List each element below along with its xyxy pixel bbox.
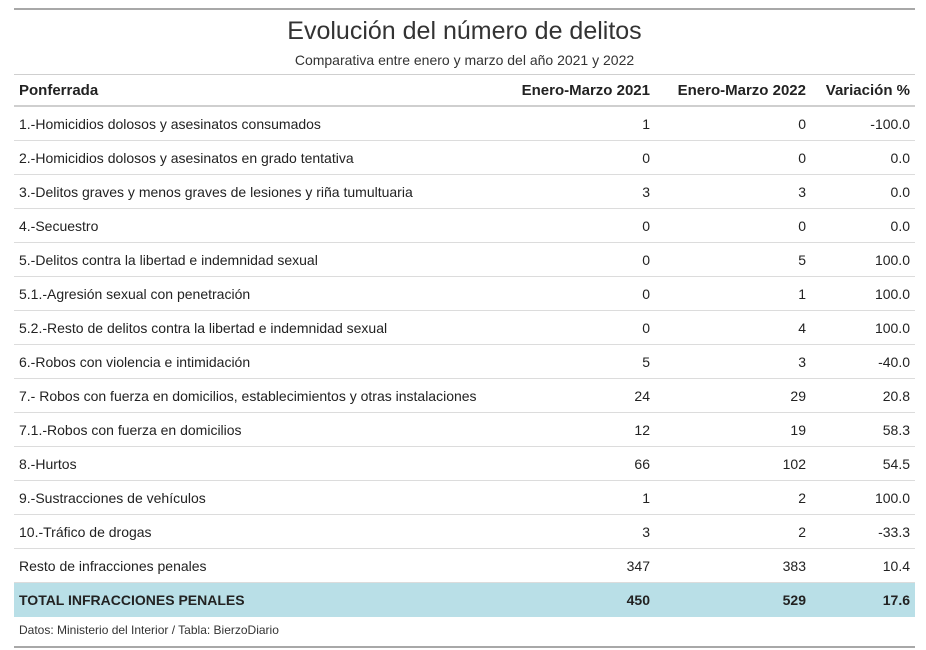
table-row bbox=[14, 209, 915, 243]
variation-value: 10.4 bbox=[811, 549, 915, 583]
total-2021: 450 bbox=[499, 583, 655, 618]
row-label: 7.1.-Robos con fuerza en domicilios bbox=[14, 413, 499, 447]
table-row bbox=[14, 481, 915, 515]
table-row bbox=[14, 345, 915, 379]
row-label: 2.-Homicidios dolosos y asesinatos en grado tentativa bbox=[14, 141, 499, 175]
total-variation: 17.6 bbox=[811, 583, 915, 618]
table-row bbox=[14, 175, 915, 209]
row-label: 3.-Delitos graves y menos graves de lesiones y riña tumultuaria bbox=[14, 175, 499, 209]
value-2022: 383 bbox=[655, 549, 811, 583]
variation-value: 0.0 bbox=[811, 175, 915, 209]
column-header-2022: Enero-Marzo 2022 bbox=[677, 81, 806, 99]
page-subtitle: Comparativa entre enero y marzo del año 2021 y 2022 bbox=[294, 52, 635, 68]
table-body bbox=[14, 106, 915, 617]
table-row bbox=[14, 243, 915, 277]
value-2022: 4 bbox=[655, 311, 811, 345]
value-2022: 0 bbox=[655, 209, 811, 243]
variation-value: 0.0 bbox=[811, 141, 915, 175]
table-row bbox=[14, 277, 915, 311]
row-label: 5.1.-Agresión sexual con penetración bbox=[14, 277, 499, 311]
variation-value: 100.0 bbox=[811, 277, 915, 311]
row-label: 4.-Secuestro bbox=[14, 209, 499, 243]
row-label: 1.-Homicidios dolosos y asesinatos consumados bbox=[14, 106, 499, 141]
variation-value: 58.3 bbox=[811, 413, 915, 447]
variation-value: -33.3 bbox=[811, 515, 915, 549]
value-2022: 0 bbox=[655, 106, 811, 141]
page-title: Evolución del número de delitos bbox=[287, 17, 642, 45]
table-row bbox=[14, 379, 915, 413]
table-row bbox=[14, 106, 915, 141]
crime-table bbox=[14, 74, 915, 617]
table-row bbox=[14, 447, 915, 481]
variation-value: 100.0 bbox=[811, 243, 915, 277]
variation-value: 100.0 bbox=[811, 311, 915, 345]
value-2021: 24 bbox=[499, 379, 655, 413]
value-2022: 1 bbox=[655, 277, 811, 311]
variation-value: -40.0 bbox=[811, 345, 915, 379]
value-2021: 1 bbox=[499, 106, 655, 141]
total-row bbox=[14, 583, 915, 618]
table-row bbox=[14, 515, 915, 549]
value-2022: 2 bbox=[655, 515, 811, 549]
value-2021: 347 bbox=[499, 549, 655, 583]
source-note: Datos: Ministerio del Interior / Tabla: BierzoDiario bbox=[14, 617, 915, 648]
table-row bbox=[14, 311, 915, 345]
row-label: 6.-Robos con violencia e intimidación bbox=[14, 345, 499, 379]
value-2022: 3 bbox=[655, 345, 811, 379]
value-2021: 0 bbox=[499, 311, 655, 345]
value-2021: 0 bbox=[499, 209, 655, 243]
row-label: Resto de infracciones penales bbox=[14, 549, 499, 583]
variation-value: 100.0 bbox=[811, 481, 915, 515]
row-label: 10.-Tráfico de drogas bbox=[14, 515, 499, 549]
value-2022: 29 bbox=[655, 379, 811, 413]
value-2021: 5 bbox=[499, 345, 655, 379]
table-row bbox=[14, 549, 915, 583]
total-label: TOTAL INFRACCIONES PENALES bbox=[14, 583, 499, 618]
row-label: 8.-Hurtos bbox=[14, 447, 499, 481]
value-2021: 0 bbox=[499, 277, 655, 311]
value-2022: 102 bbox=[655, 447, 811, 481]
value-2021: 12 bbox=[499, 413, 655, 447]
row-label: 5.2.-Resto de delitos contra la libertad e indemnidad sexual bbox=[14, 311, 499, 345]
value-2022: 3 bbox=[655, 175, 811, 209]
table-row bbox=[14, 141, 915, 175]
value-2021: 0 bbox=[499, 141, 655, 175]
variation-value: 20.8 bbox=[811, 379, 915, 413]
value-2022: 19 bbox=[655, 413, 811, 447]
row-label: 7.- Robos con fuerza en domicilios, establecimientos y otras instalaciones bbox=[14, 379, 499, 413]
table-header-row bbox=[14, 75, 915, 107]
column-header-2021: Enero-Marzo 2021 bbox=[521, 81, 650, 99]
column-header-ponferrada: Ponferrada bbox=[19, 81, 99, 99]
table-card bbox=[14, 8, 915, 648]
total-2022: 529 bbox=[655, 583, 811, 618]
value-2021: 3 bbox=[499, 175, 655, 209]
value-2022: 5 bbox=[655, 243, 811, 277]
variation-value: 54.5 bbox=[811, 447, 915, 481]
row-label: 5.-Delitos contra la libertad e indemnidad sexual bbox=[14, 243, 499, 277]
table-row bbox=[14, 413, 915, 447]
variation-value: 0.0 bbox=[811, 209, 915, 243]
variation-value: -100.0 bbox=[811, 106, 915, 141]
value-2021: 1 bbox=[499, 481, 655, 515]
value-2022: 2 bbox=[655, 481, 811, 515]
value-2021: 66 bbox=[499, 447, 655, 481]
value-2021: 0 bbox=[499, 243, 655, 277]
value-2021: 3 bbox=[499, 515, 655, 549]
value-2022: 0 bbox=[655, 141, 811, 175]
row-label: 9.-Sustracciones de vehículos bbox=[14, 481, 499, 515]
column-header-variation: Variación % bbox=[825, 81, 910, 99]
